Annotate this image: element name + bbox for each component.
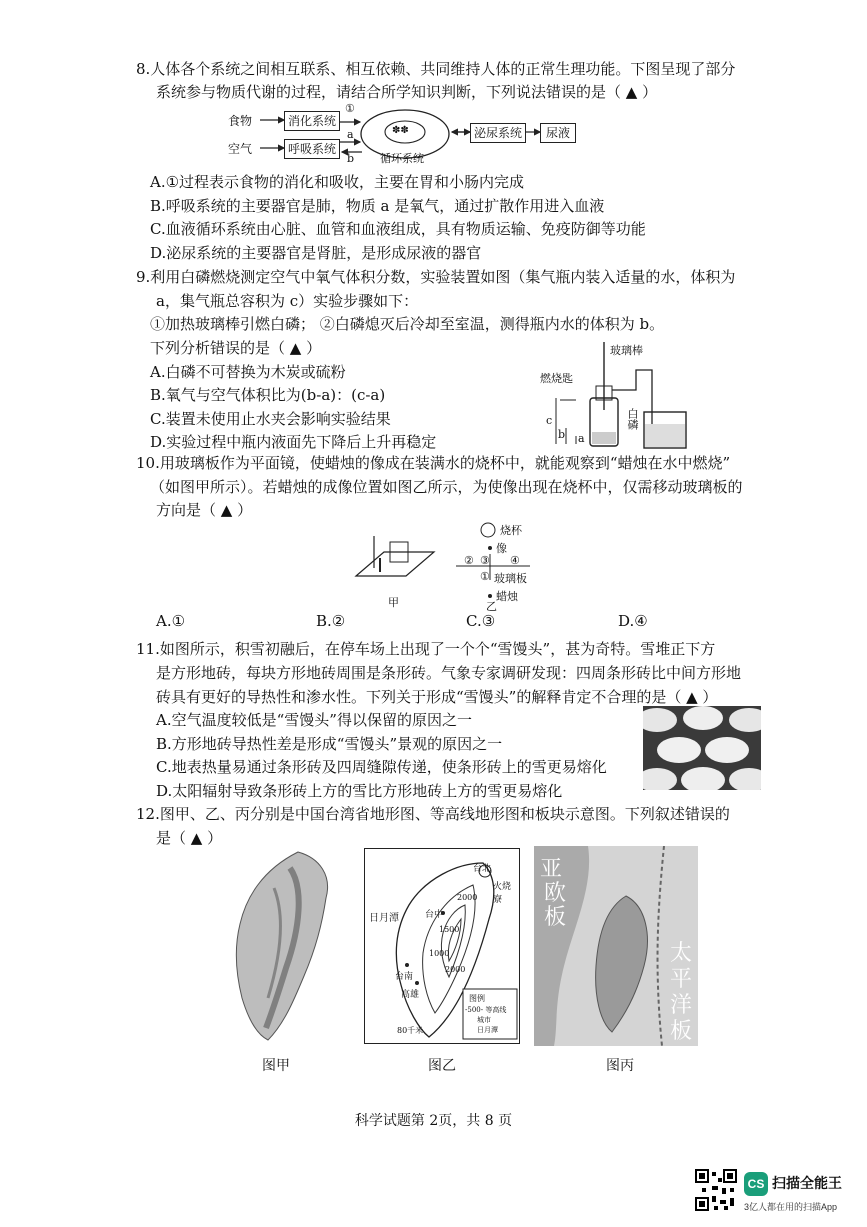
q9-phosphorus-label: 白磷	[626, 408, 639, 430]
q8-urinary-box: 泌尿系统	[470, 123, 526, 143]
q10-option-b: B.②	[316, 612, 346, 630]
q8-diagram	[228, 102, 600, 172]
q10-option-c: C.③	[466, 612, 496, 630]
q9-spoon-label: 燃烧匙	[540, 372, 573, 385]
q12-yi-contour-1500: 1500	[439, 925, 460, 934]
q10-plate-label: 玻璃板	[494, 572, 527, 585]
q8-option-b: B.呼吸系统的主要器官是肺，物质 a 是氧气，通过扩散作用进入血液	[150, 197, 605, 215]
q9-option-d: D.实验过程中瓶内液面先下降后上升再稳定	[150, 433, 437, 451]
q10-option-d: D.④	[618, 612, 648, 630]
q12-map-jia	[228, 848, 338, 1044]
q8-air-label: 空气	[228, 142, 253, 156]
q10-figure-yi	[450, 518, 560, 613]
q10-figure-jia	[350, 522, 440, 609]
q10-stem-line3: 方向是（ ▲ ）	[156, 501, 253, 519]
q12-yi-legend-contour: -500- 等高线	[465, 1006, 507, 1014]
q12-bing-tai: 太	[670, 941, 693, 966]
q9-c-label: c	[546, 414, 553, 427]
q9-stem-line3: ①加热玻璃棒引燃白磷； ②白磷熄灭后冷却至室温，测得瓶内水的体积为 b。	[150, 315, 665, 333]
q12-bing-ya: 亚	[540, 857, 563, 882]
q12-yi-tainan: 台南	[395, 972, 414, 982]
q10-yi-caption: 乙	[486, 600, 497, 613]
q8-circulatory-label: 循环系统	[380, 152, 424, 165]
q8-stem-line1: 8.人体各个系统之间相互联系、相互依赖、共同维持人体的正常生理功能。下图呈现了部分	[136, 60, 736, 78]
q11-stem-line3: 砖具有更好的导热性和渗水性。下列关于形成“雪馒头”的解释肯定不合理的是（ ▲ ）	[156, 688, 718, 706]
scanner-app-name: 扫描全能王	[772, 1175, 842, 1191]
q12-bing-ban2: 板	[670, 1019, 693, 1044]
q10-stem-line1: 10.用玻璃板作为平面镜，使蜡烛的像成在装满水的烧杯中，就能观察到“蜡烛在水中燃烧”	[136, 454, 731, 472]
q11-option-d: D.太阳辐射导致条形砖上方的雪比方形地砖上方的雪更易熔化	[156, 782, 563, 800]
q10-stem-line2: （如图甲所示）。若蜡烛的成像位置如图乙所示，为使像出现在烧杯中，仅需移动玻璃板的	[150, 478, 743, 496]
q12-yi-legend-lake: 日月潭	[477, 1026, 498, 1034]
q12-yi-scale: 80千米	[397, 1026, 424, 1035]
q8-label-1: ①	[345, 102, 355, 115]
q12-taiwan-terrain	[228, 848, 338, 1044]
q8-option-a: A.①过程表示食物的消化和吸收，主要在胃和小肠内完成	[150, 173, 525, 191]
q9-option-b: B.氧气与空气体积比为(b-a)：(c-a)	[150, 386, 386, 404]
q12-yi-taipei: 台北	[473, 864, 492, 874]
q12-map-yi	[364, 848, 520, 1044]
scanner-logo-icon: CS	[744, 1172, 768, 1196]
q12-yi-legend-city: 城市	[477, 1016, 491, 1024]
q8-respiratory-box: 呼吸系统	[284, 139, 340, 159]
q12-yi-taichung: 台中	[425, 910, 444, 920]
q8-digestive-box: 消化系统	[284, 111, 340, 131]
q9-apparatus-figure	[540, 340, 700, 452]
q12-yi-legend-title: 图例	[469, 994, 485, 1003]
page-footer: 科学试题第 2页，共 8 页	[354, 1113, 513, 1129]
q12-caption-yi: 图乙	[428, 1058, 456, 1074]
q12-yi-contour-1000: 1000	[429, 949, 450, 958]
q12-caption-bing: 图丙	[606, 1058, 634, 1074]
q9-stem-line4: 下列分析错误的是（ ▲ ）	[150, 339, 322, 357]
qr-code-drawing	[694, 1168, 738, 1212]
q12-yi-sunmoon: 日月潭	[369, 913, 399, 924]
q11-stem-line1: 11.如图所示，积雪初融后，在停车场上出现了一个个“雪馒头”，甚为奇特。雪堆正下方	[136, 640, 716, 658]
q11-stem-line2: 是方形地砖，每块方形地砖周围是条形砖。气象专家调研发现：四周条形砖比中间方形地	[156, 664, 742, 682]
q11-option-c: C.地表热量易通过条形砖及四周缝隙传递，使条形砖上的雪更易熔化	[156, 758, 607, 776]
q12-bing-ou: 欧	[544, 881, 567, 906]
q8-stem-line2: 系统参与物质代谢的过程，请结合所学知识判断，下列说法错误的是（ ▲ ）	[156, 83, 658, 101]
q10-dir-3: ③	[480, 554, 490, 567]
q11-option-b: B.方形地砖导热性差是形成“雪馒头”景观的原因之一	[156, 735, 503, 753]
q9-option-c: C.装置未使用止水夹会影响实验结果	[150, 410, 391, 428]
q12-caption-jia: 图甲	[262, 1058, 290, 1074]
q12-map-bing	[534, 846, 698, 1046]
q9-rod-label: 玻璃棒	[610, 344, 643, 357]
q10-candle-label: 蜡烛	[496, 590, 518, 603]
q12-stem-line2: 是（ ▲ ）	[156, 829, 223, 847]
q12-yi-volcano: 火烧寮	[493, 882, 512, 905]
q9-b-label: b	[558, 428, 566, 441]
q12-bing-ping: 平	[670, 967, 693, 992]
q8-blood-cells-icon: ✽✽	[392, 125, 409, 136]
q12-bing-ban: 板	[544, 905, 567, 930]
q12-yi-kaohsiung: 高雄	[401, 990, 420, 1000]
q8-option-c: C.血液循环系统由心脏、血管和血液组成，具有物质运输、免疫防御等功能	[150, 220, 646, 238]
q10-dir-4: ④	[510, 554, 520, 567]
q10-option-a: A.①	[156, 612, 186, 630]
q10-beaker-label: 烧杯	[500, 524, 522, 537]
q8-food-label: 食物	[228, 114, 253, 128]
q10-dir-2: ②	[464, 554, 474, 567]
q10-jia-caption: 甲	[388, 596, 399, 609]
q10-image-label: 像	[496, 542, 507, 555]
q11-snow-photo	[643, 706, 761, 790]
q11-snow-mounds	[643, 706, 761, 790]
q9-stem-line2: a，集气瓶总容积为 c）实验步骤如下：	[156, 292, 419, 310]
q12-bing-yang: 洋	[670, 993, 693, 1018]
q8-option-d: D.泌尿系统的主要器官是肾脏，是形成尿液的器官	[150, 244, 482, 262]
q10-jia-drawing	[350, 522, 440, 582]
q10-dir-1: ①	[480, 570, 490, 583]
q9-a-label: a	[578, 432, 585, 445]
q9-stem-line1: 9.利用白磷燃烧测定空气中氧气体积分数，实验装置如图（集气瓶内装入适量的水，体积为	[136, 268, 736, 286]
q8-label-a: a	[347, 128, 354, 141]
q11-option-a: A.空气温度较低是“雪馒头”得以保留的原因之一	[156, 711, 472, 729]
scanner-slogan: 3亿人都在用的扫描App	[744, 1202, 838, 1212]
q12-yi-contour-2000a: 2000	[457, 893, 478, 902]
q8-label-b: b	[347, 152, 355, 165]
q12-stem-line1: 12.图甲、乙、丙分别是中国台湾省地形图、等高线地形图和板块示意图。下列叙述错误的	[136, 805, 730, 823]
q12-yi-contour-2000b: 2000	[445, 965, 466, 974]
q9-option-a: A.白磷不可替换为木炭或硫粉	[150, 363, 346, 381]
q8-urine-box: 尿液	[540, 123, 576, 143]
qr-code-icon	[694, 1168, 738, 1212]
